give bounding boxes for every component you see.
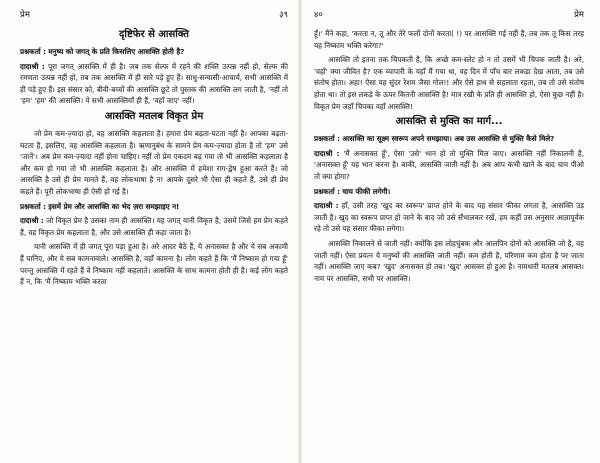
answer-paragraph <box>20 61 288 107</box>
page-number: ३९ <box>279 10 288 20</box>
speaker-label: प्रश्नकर्ता : <box>314 134 341 144</box>
page-number: ४० <box>314 10 323 20</box>
speaker-label: दादाश्री : <box>314 148 340 158</box>
answer-text: जो विकृत प्रेम है उसका नाम ही आसक्ति। यह जगत् यानी विकृत है, उसमें जिसे हम प्रेम कहते हैं, वह विकृत प्रेम कहलाता है, और उसे आसक्ति ही कहा जाता है। <box>20 216 288 237</box>
question-paragraph <box>20 201 288 213</box>
answer-paragraph <box>314 148 584 183</box>
question-text: मनुष्य को जगत् के प्रति किसलिए आसक्ति होती है? <box>48 47 185 56</box>
body-paragraph: आसक्ति निकालने से जाती नहीं। क्योंकि इस लोहचुंबक और आलपिन दोनों को आसक्ति जो है, वह जाती नहीं। ऐसा प्रयत्न ये मनुष्यों की आसक्ति जाती नहीं। कम होती है, परिणाम कम होता है पर जाता नहीं। आसक्ति जाए कब? 'खुद' अनासक्त हो तब। 'खुद' आसक्त हो हुआ है। नामधारी मतलब आसक्त। नाम पर आसक्ति, सभी पर आसक्ति। <box>314 238 584 283</box>
running-head <box>20 8 288 22</box>
answer-text: हाँ, उसी तरह 'खुद का स्वरूप' प्राप्त होने के बाद यह संसार फीका लगता है, आसक्ति उड़ जाती है। खुद का स्वरूप प्राप्त हो जाने के बाद जो उसे सँभालकर रखें, हम कहीं उस अनुसार आज्ञापूर्वक रहे तो उसे यह संसार फीका लगेगा। <box>314 201 584 234</box>
speaker-label: दादाश्री : <box>20 61 45 71</box>
answer-text: 'मैं अनासक्त हूँ', ऐसा 'उसे' भान हो तो मुक्ति मिल जाए। आसक्ति नहीं निकालनी है, 'अनासक्त हूँ' यह भान करना है। बाकी, आसक्ति जाती नहीं है। अब आप कभी खाने के बाद चाय पीओ तो क्या होगा? <box>314 148 584 181</box>
speaker-label: दादाश्री : <box>20 216 44 226</box>
running-head <box>314 8 584 22</box>
body-paragraph: यानी आसक्ति में ही जगत् पूरा पड़ा हुआ है। अरे आदर बैठे हैं, ये अनासक्त है और ये सब अकामी हैं यानिए, और ये सब कामनावाले। आसक्ति है, वहाँ कामना है। लोग कहते हैं कि 'मैं निष्काम हो गया हूँ' परन्तु आसक्ति में रहते हैं वे निष्काम नहीं कहलाते। आसक्ति के साथ कामना होती ही है। कई लोग कहते हैं न, कि 'मैं निष्काम भक्ति करता <box>20 242 288 287</box>
section-title: आसक्ति मतलब विकृत प्रेम <box>104 110 204 122</box>
answer-paragraph <box>20 215 288 238</box>
question-paragraph <box>314 186 584 198</box>
right-page <box>300 0 600 463</box>
question-paragraph <box>314 133 584 145</box>
question-text: इसमें प्रेम और आसक्ति का भेद ज़रा समझाइए न! <box>48 201 180 211</box>
body-paragraph: आसक्ति तो इतना तक चिपकती है, कि अच्छे कम-स्लेट हो न तो उसमें भी चिपक जाती है। अरे, 'वहाँ' क्या जीवित है? एक व्यापारी के यहाँ मैं गया था, वह दिन में पाँच बार लकड़ा देख आता, तब उसे संतोष होता। अहा! ऐसा यह सुंदर रेशम जैसा गोल!! और ऐसे हाथ से सहलाता रहता, तब तो उसे संतोष होता था। तो इस लकड़े के ऊपर कितनी आसक्ति है! मात्र रखी के प्रति ही आसक्ति हो, ऐसा कुछ नहीं है। विकृत प्रेम जहाँ चिपका वहाँ आसक्ति! <box>314 55 584 111</box>
speaker-label: प्रश्नकर्ता : <box>314 186 341 196</box>
header-title: प्रेम <box>574 10 584 20</box>
speaker-label: प्रश्नकर्ता : <box>20 201 47 211</box>
header-title: प्रेम <box>20 10 30 20</box>
speaker-label: दादाश्री : <box>314 201 339 211</box>
question-text: चाय फीकी लगेगी। <box>342 186 391 196</box>
question-paragraph <box>20 46 288 58</box>
answer-paragraph <box>314 200 584 235</box>
body-paragraph: जो प्रेम कम-ज़्यादा हो, वह आसक्ति कहलाता है। हमारा प्रेम बढ़ता-घटता नहीं है। आपका बढ़ता-घटता है, इसलिए, वह आसक्ति कहलाता है। ऋणानुबंध के सामने प्रेम कम-ज़्यादा होता है तो 'हम' उसे 'जानें'। अब प्रेम कम-ज़्यादा नहीं होना चाहिए। नहीं तो प्रेम एकदम बढ़ गया तो भी आसक्ति कहलाता है और कम हो गया तो भी आसक्ति कहलाता है। और आसक्ति में हमेशा राग-द्वेष हुआ करते हैं। जो आसक्ति है उसे ही प्रेम मानते हैं, वह लोकभाषा है न! आपके दूसरे भी ऐसा ही कहते हैं, उसे ही प्रेम कहते हैं। पूरी लोकभाषा ही ऐसी हो गई है। <box>20 128 288 196</box>
section-title: आसक्ति से मुक्ति का मार्ग... <box>395 116 503 128</box>
answer-text: पूरा जगत् आसक्ति में ही है। जब तक सेल्फ में रहने की शक्ति उत्पन्न नहीं हो, सेल्फ की रमणता उत्पन्न नहीं हो, तब तक आसक्ति में ही सारे पड़े हुए हैं। साधु-सन्यासी-आचार्य, सभी आसक्ति में ही पड़े हुए हैं। इस संसार को, बीवी-बच्चों की आसक्ति छूटे तो पुस्तक की आसक्ति लग जाती है, 'नहीं तो 'हम' 'हम' की आसक्ति। ये सभी आसक्तियाँ ही हैं, 'वहाँ जाए' नहीं। <box>20 61 289 106</box>
question-text: आसक्ति का सूक्ष्म स्वरूप अपने समझाया। अब उस आसक्ति से मुक्ति कैसे मिले? <box>342 134 555 144</box>
section-title: दृष्टिफेर से आसक्ति <box>119 29 189 40</box>
speaker-label: प्रश्नकर्ता : <box>20 47 47 56</box>
body-paragraph: हूँ।' मैंने कहा, 'करता न, तू और तेरे फलों दोनों करता( !) पर आसक्ति गई नहीं है, तब तक तू किस तरह यह निष्काम भक्ति करेगा?' <box>314 29 584 50</box>
